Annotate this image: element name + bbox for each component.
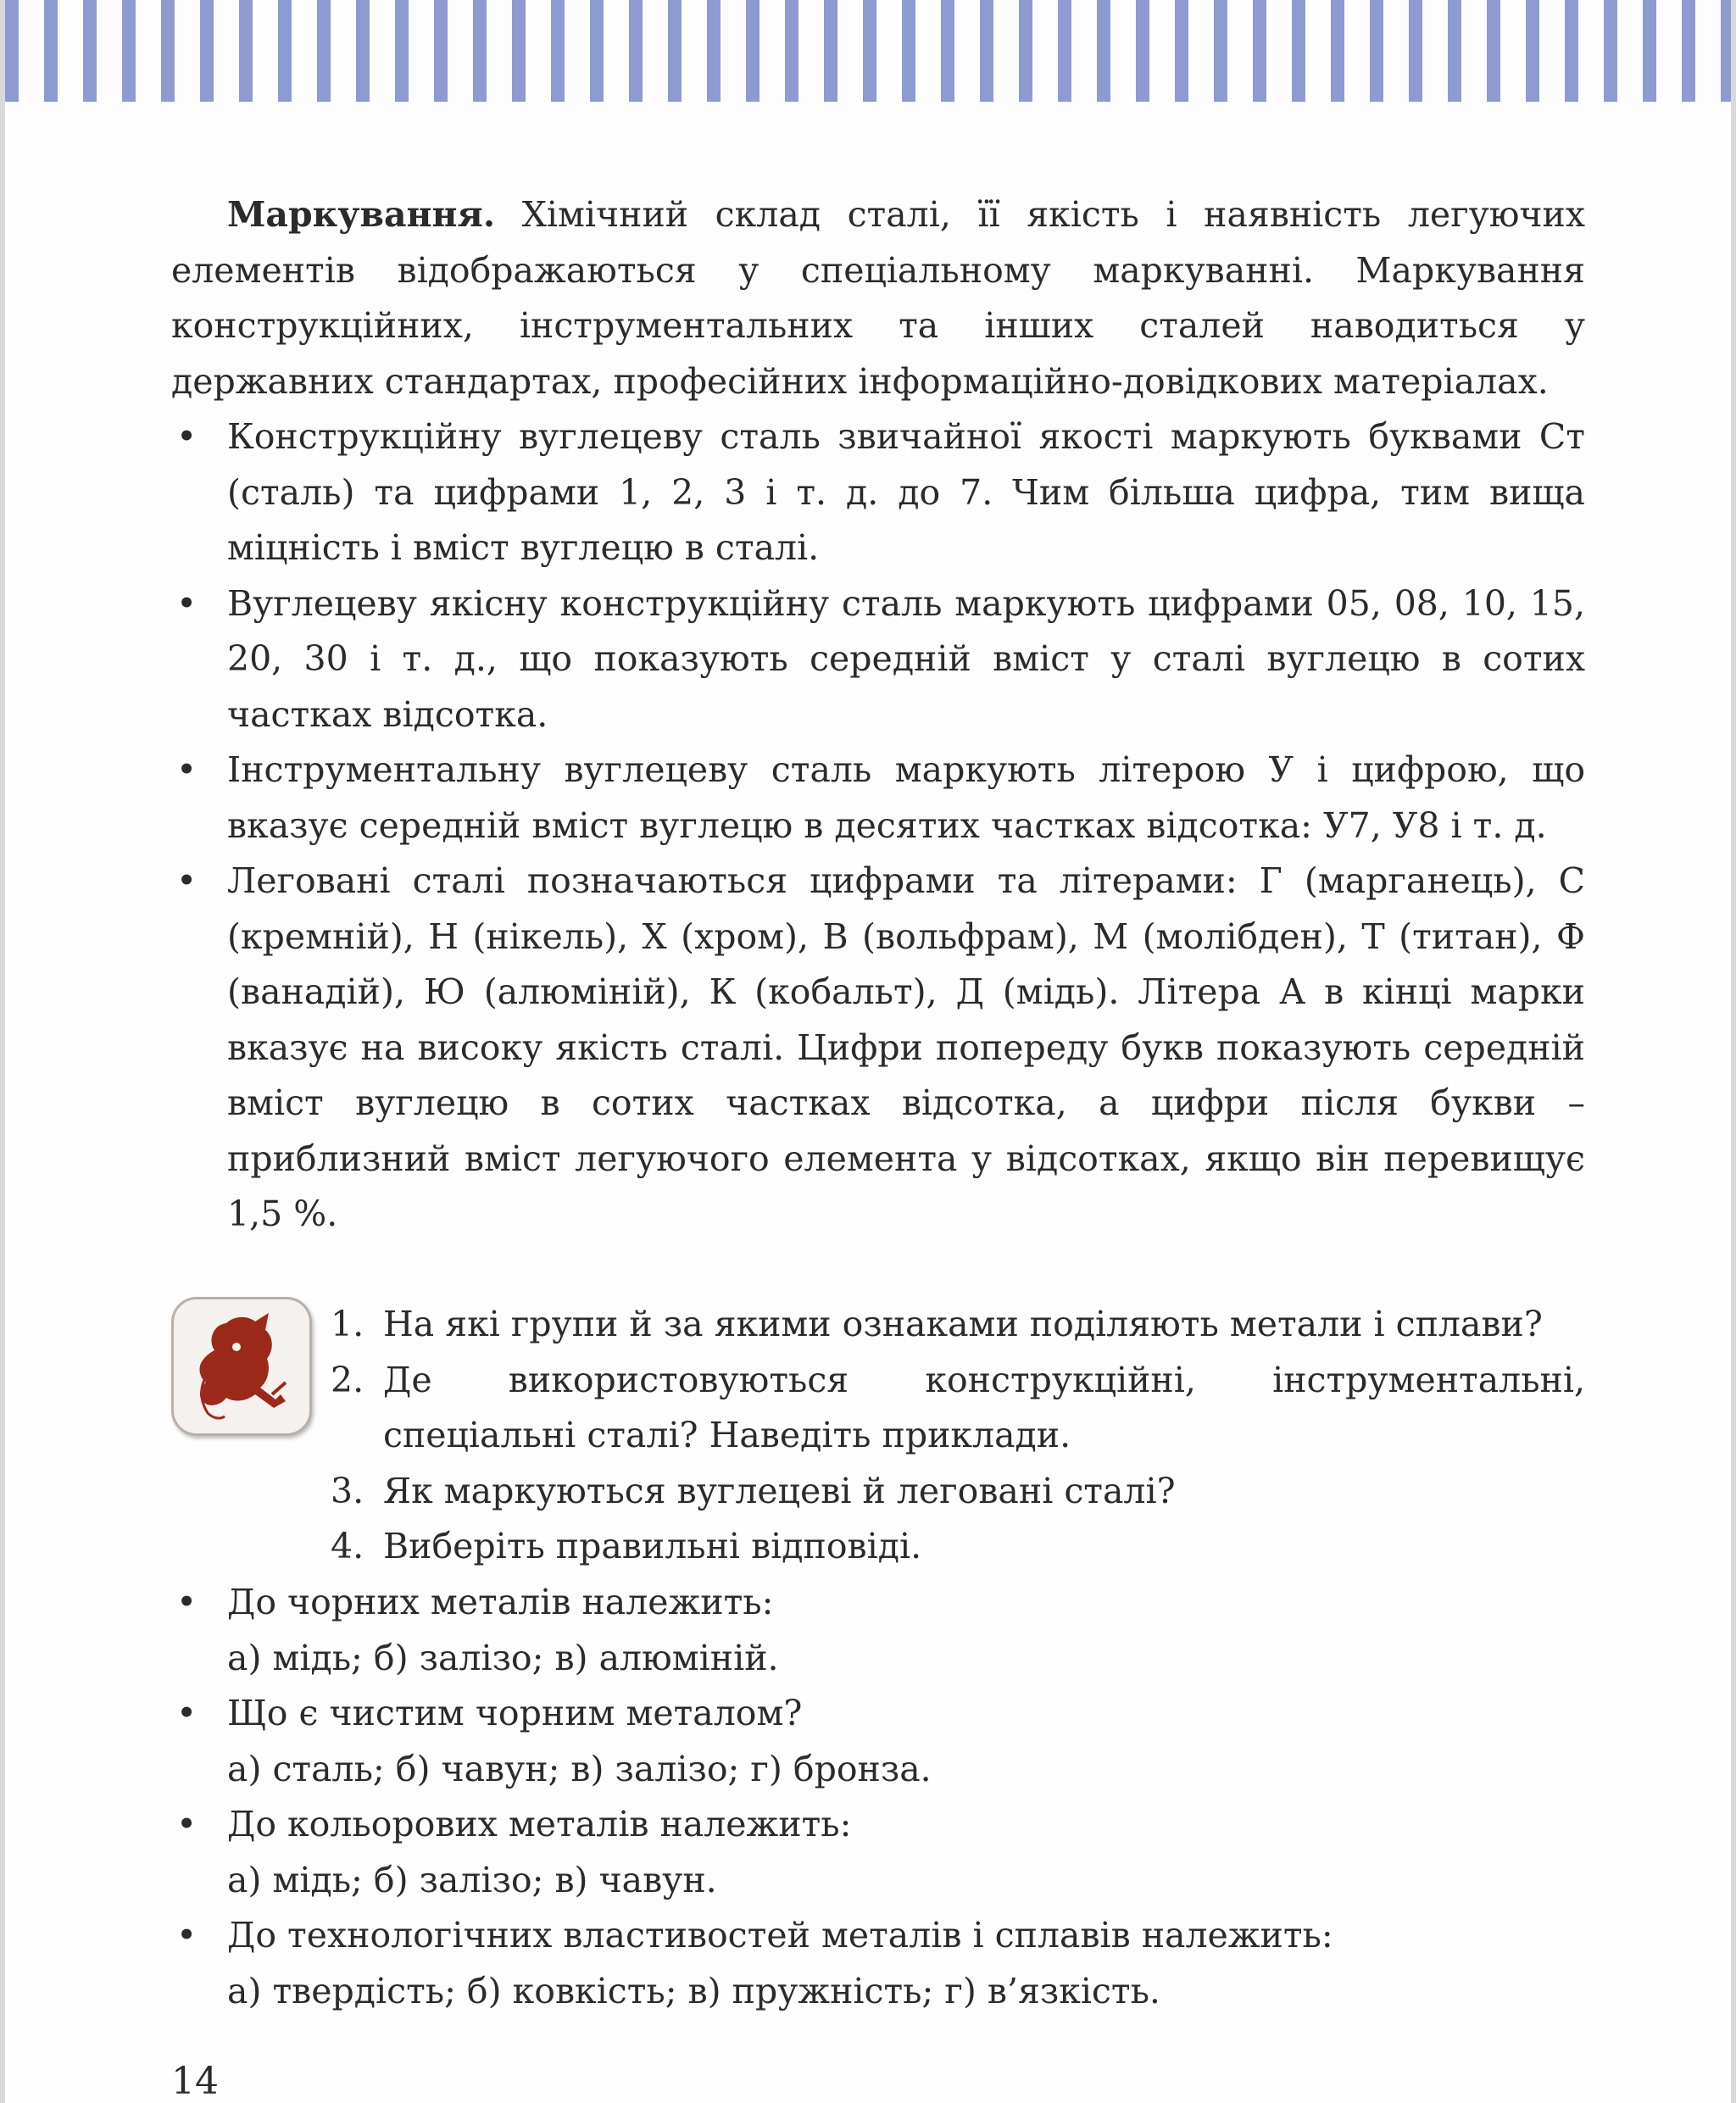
test-answers: а) мідь; б) залізо; в) алюміній. xyxy=(227,1637,779,1678)
question-number: 4. xyxy=(331,1526,364,1566)
question-number: 1. xyxy=(331,1304,364,1344)
question-item xyxy=(331,1353,1585,1464)
marking-intro-text: Хімічний склад сталі, її якість і наявність легуючих елементів відображаються у спеціальному маркуванні. Маркування конструкційних, інструментальних та інших сталей наводиться у державних стандартах, професійних інформаційно-довідкових матеріалах. xyxy=(171,194,1585,402)
question-item xyxy=(331,1297,1585,1353)
test-item xyxy=(171,1797,1585,1908)
test-item xyxy=(171,1686,1585,1797)
marking-intro xyxy=(171,187,1585,409)
list-item: • Інструментальну вуглецеву сталь маркують літерою У і цифрою, що вказує середній вміст вуглецю в десятих частках відсотка: У7, У8 і т. д. xyxy=(171,743,1585,854)
tests-section xyxy=(171,1575,1585,2019)
marking-list xyxy=(171,409,1585,1243)
list-item: • Леговані сталі позначаються цифрами та літерами: Г (марганець), С (кремній), Н (нікель), Х (хром), В (вольфрам), М (молібден), Т (титан), Ф (ванадій), Ю (алюміній), К (кобальт), Д (мідь). Літера А в кінці марки вказує на високу якість сталі. Цифри попереду букв показують середній вміст вуглецю в сотих частках відсотка, а цифри після букви – приблизний вміст легуючого елемента у відсотках, якщо він перевищує 1,5 %. xyxy=(171,854,1585,1243)
test-answers: а) твердість; б) ковкість; в) пружність; г) в’язкість. xyxy=(227,1970,1160,2011)
marking-section xyxy=(171,187,1585,1243)
question-text: На які групи й за якими ознаками поділяють метали і сплави? xyxy=(383,1304,1543,1344)
question-text: Як маркуються вуглецеві й леговані сталі? xyxy=(383,1470,1176,1511)
question-item xyxy=(331,1519,1585,1575)
questions-list xyxy=(331,1297,1585,1575)
test-question: До технологічних властивостей металів і сплавів належить: xyxy=(227,1915,1333,1956)
test-answers: а) мідь; б) залізо; в) чавун. xyxy=(227,1859,717,1900)
question-number: 3. xyxy=(331,1470,364,1511)
question-text: Де використовуються конструкційні, інструментальні, спеціальні сталі? Наведіть приклади. xyxy=(383,1359,1585,1455)
textbook-page xyxy=(5,0,1731,2103)
test-answers: а) сталь; б) чавун; в) залізо; г) бронза. xyxy=(227,1748,932,1789)
question-text: Виберіть правильні відповіді. xyxy=(383,1526,922,1566)
thinking-figure-svg xyxy=(174,1299,309,1433)
question-item xyxy=(331,1464,1585,1520)
tests-list xyxy=(171,1575,1585,2019)
list-item: • Конструкційну вуглецеву сталь звичайної якості маркують буквами Ст (сталь) та цифрами 1, 2, 3 і т. д. до 7. Чим більша цифра, тим вища міцність і вміст вуглецю в сталі. xyxy=(171,409,1585,576)
list-item: • Вуглецеву якісну конструкційну сталь маркують цифрами 05, 08, 10, 15, 20, 30 і т. д., що показують середній вміст у сталі вуглецю в сотих частках відсотка. xyxy=(171,576,1585,743)
test-item xyxy=(171,1908,1585,2019)
test-question: До кольорових металів належить: xyxy=(227,1804,852,1844)
header-stripes xyxy=(5,0,1731,102)
page-number: 14 xyxy=(171,2060,219,2103)
test-question: До чорних металів належить: xyxy=(227,1582,774,1622)
question-number: 2. xyxy=(331,1359,364,1400)
test-item xyxy=(171,1575,1585,1686)
test-question: Що є чистим чорним металом? xyxy=(227,1693,803,1733)
thinking-figure-icon xyxy=(171,1297,312,1436)
marking-title: Маркування. xyxy=(227,194,496,235)
